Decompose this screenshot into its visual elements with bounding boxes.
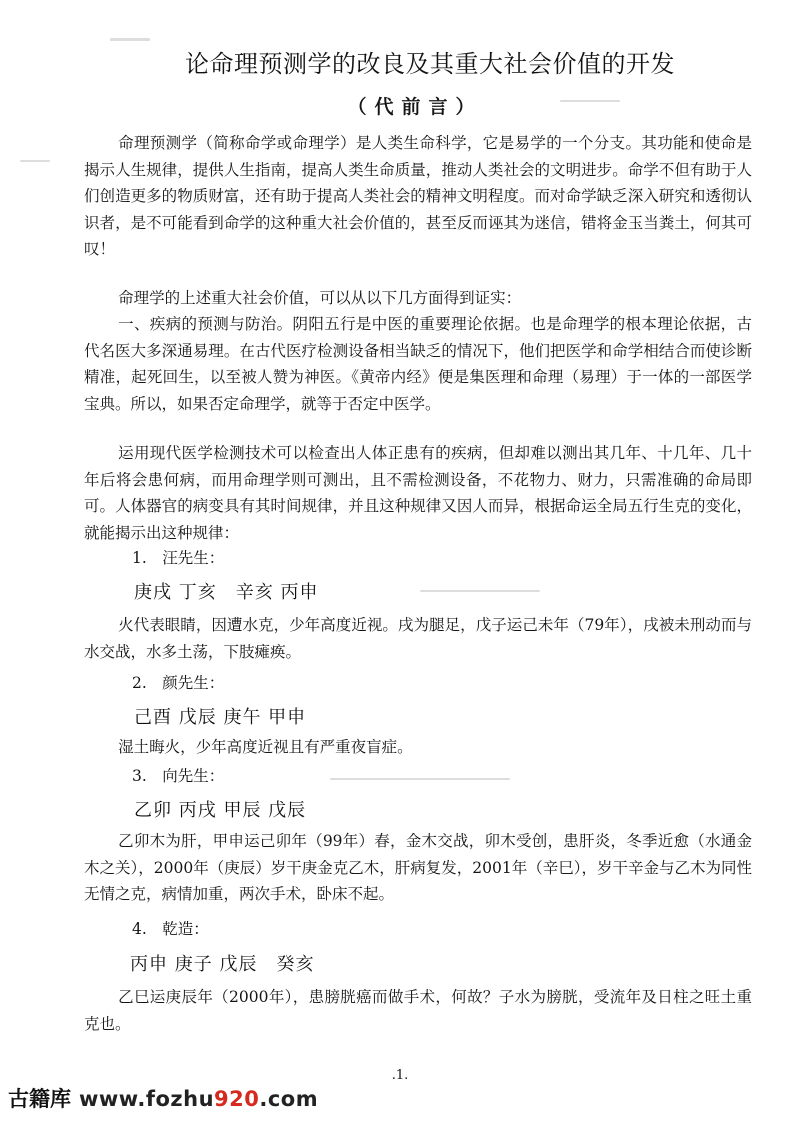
scan-speck — [560, 100, 620, 102]
page-number: .1. — [391, 1068, 409, 1083]
scan-speck — [420, 590, 540, 592]
paragraph-modern-medicine: 运用现代医学检测技术可以检查出人体正患有的疾病，但却难以测出其几年、十几年、几十年后将会患何病，而用命理学则可测出，且不需检测设备，不花物力、财力，只需准确的命局即可。人体器官的病变具有其时间规律，并且这种规律又因人而异，根据命运全局五行生克的变化，就能揭示出这种规律： — [84, 444, 752, 542]
birth-chart: 丙申 庚子 戊辰 癸亥 — [130, 954, 315, 975]
document-subtitle: （代前言） — [347, 96, 483, 118]
site-url — [79, 1087, 318, 1111]
case-label: 4. 乾造： — [132, 920, 209, 938]
scan-speck — [330, 778, 510, 780]
case-label: 1. 汪先生： — [132, 549, 225, 567]
paragraph-intro: 命理预测学（简称命学或命理学）是人类生命科学，它是易学的一个分支。其功能和使命是揭示人生规律，提供人生指南，提高人类生命质量，推动人类社会的文明进步。命学不但有助于人们创造更多的物质财富，还有助于提高人类社会的精神文明程度。而对命学缺乏深入研究和透彻认识者，是不可能看到命学的这种重大社会价值的，甚至反而诬其为迷信，错将金玉当粪土，何其可叹！ — [84, 134, 752, 258]
scan-speck — [110, 38, 150, 41]
document-title: 论命理预测学的改良及其重大社会价值的开发 — [185, 50, 675, 78]
paragraph-claim: 命理学的上述重大社会价值，可以从以下几方面得到证实： — [118, 289, 522, 307]
case-label: 2. 颜先生： — [132, 674, 225, 692]
url-suffix: .com — [259, 1087, 319, 1111]
url-number: 920 — [214, 1087, 260, 1111]
case-description: 湿土晦火，少年高度近视且有严重夜盲症。 — [118, 738, 413, 756]
birth-chart: 庚戌 丁亥 辛亥 丙申 — [134, 582, 319, 603]
case-description: 乙巳运庚辰年（2000年），患膀胱癌而做手术，何故？子水为膀胱，受流年及日柱之旺土重克也。 — [84, 988, 752, 1033]
case-label: 3. 向先生： — [132, 767, 225, 785]
case-description: 火代表眼睛，因遭水克，少年高度近视。戌为腿足，戊子运己未年（79年），戌被未刑动而与水交战，水多土荡，下肢瘫痪。 — [84, 616, 752, 661]
case-description: 乙卯木为肝，甲申运己卯年（99年）春，金木交战，卯木受创，患肝炎，冬季近愈（水通金木之关），2000年（庚辰）岁干庚金克乙木，肝病复发，2001年（辛巳），岁干辛金与乙木为同性无情之克，病情加重，两次手术，卧床不起。 — [84, 832, 752, 903]
birth-chart: 己酉 戊辰 庚午 甲申 — [134, 707, 307, 728]
birth-chart: 乙卯 丙戌 甲辰 戊辰 — [134, 800, 307, 821]
scan-speck — [20, 160, 50, 162]
url-prefix: www.fozhu — [79, 1087, 215, 1111]
paragraph-medicine: 一、疾病的预测与防治。阴阳五行是中医的重要理论依据。也是命理学的根本理论依据，古代名医大多深通易理。在古代医疗检测设备相当缺乏的情况下，他们把医学和命学相结合而使诊断精准，起死回生，以至被人赞为神医。《黄帝内经》便是集医理和命理（易理）于一体的一部医学宝典。所以，如果否定命理学，就等于否定中医学。 — [84, 315, 752, 413]
site-watermark — [8, 1082, 318, 1116]
site-name: 古籍库 — [8, 1087, 71, 1111]
